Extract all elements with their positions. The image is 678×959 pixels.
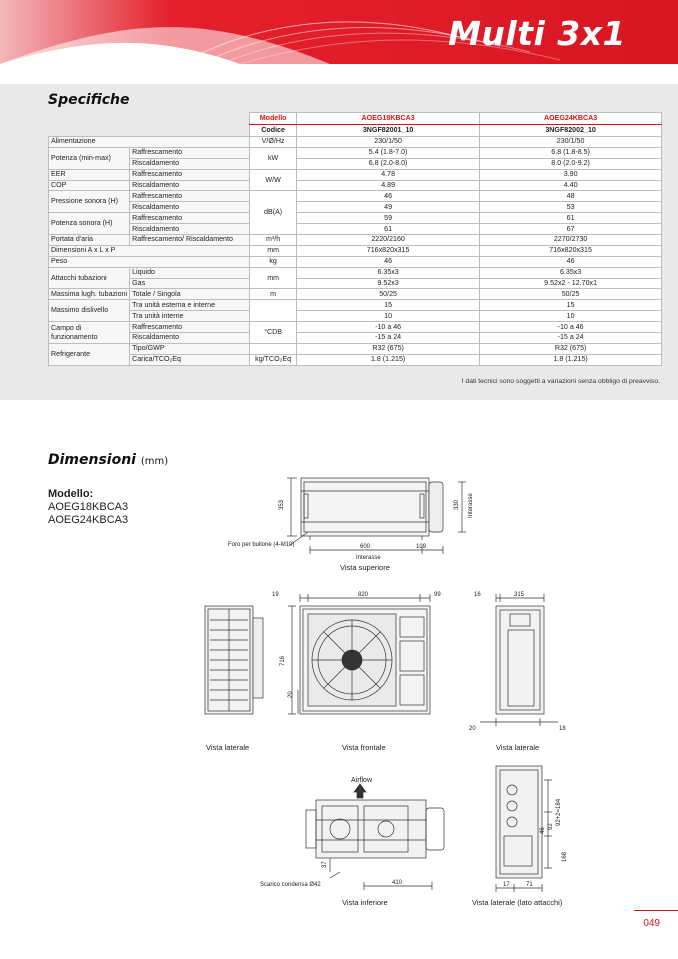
footer-accent-line bbox=[634, 910, 678, 911]
row-value-2: 46 bbox=[480, 256, 662, 267]
code-header-1: 3NGF82001_10 bbox=[297, 125, 480, 137]
dim-conn-46: 46 bbox=[540, 827, 546, 834]
row-label: Dimensioni A x L x P bbox=[49, 245, 250, 256]
code-header-2: 3NGF82002_10 bbox=[480, 125, 662, 137]
dim-top-600: 600 bbox=[360, 544, 371, 550]
row-value-2: 1.8 (1.215) bbox=[480, 354, 662, 365]
row-value-2: 10 bbox=[480, 311, 662, 322]
row-label: Massimo dislivello bbox=[49, 300, 130, 322]
row-unit: kW bbox=[250, 147, 297, 169]
row-value-1: 50/25 bbox=[297, 289, 480, 300]
row-value-1: 716x820x315 bbox=[297, 245, 480, 256]
row-sublabel: Liquido bbox=[130, 267, 250, 278]
dimensions-model-2: AOEG24KBCA3 bbox=[48, 514, 129, 526]
dim-top-interasse-vertical: Interasse bbox=[468, 493, 474, 518]
row-value-1: 46 bbox=[297, 191, 480, 202]
dimensions-title-text: Dimensioni bbox=[48, 452, 136, 468]
top-view-drawing bbox=[287, 478, 466, 554]
row-value-1: 59 bbox=[297, 213, 480, 224]
row-label: Peso bbox=[49, 256, 250, 267]
side-left-view-drawing bbox=[205, 606, 263, 714]
row-unit: °CDB bbox=[250, 322, 297, 344]
row-value-2: 2270/2730 bbox=[480, 235, 662, 246]
model-header-label: Modello bbox=[250, 113, 297, 125]
row-sublabel: Tipo/GWP bbox=[130, 343, 250, 354]
dim-side-18: 18 bbox=[559, 726, 566, 732]
dim-bottom-37: 37 bbox=[322, 861, 328, 868]
front-view-drawing bbox=[288, 594, 430, 714]
row-sublabel: Totale / Singola bbox=[130, 289, 250, 300]
row-value-1: 9.52x3 bbox=[297, 278, 480, 289]
row-value-2: 15 bbox=[480, 300, 662, 311]
dim-bottom-410: 410 bbox=[392, 880, 403, 886]
row-value-2: 67 bbox=[480, 224, 662, 235]
row-unit: m bbox=[250, 289, 297, 300]
row-value-1: 2220/2160 bbox=[297, 235, 480, 246]
row-sublabel: Raffrescamento bbox=[130, 322, 250, 333]
row-value-1: 6.35x3 bbox=[297, 267, 480, 278]
row-sublabel: Riscaldamento bbox=[130, 180, 250, 191]
side-right-view-drawing bbox=[480, 594, 558, 726]
row-label: Campo di funzionamento bbox=[49, 322, 130, 344]
row-value-1: 46 bbox=[297, 256, 480, 267]
row-unit: kg/TCO₂Eq bbox=[250, 354, 297, 365]
row-unit: m³/h bbox=[250, 235, 297, 246]
row-unit: W/W bbox=[250, 169, 297, 191]
drain-annotation: Scarico condensa Ø42 bbox=[260, 882, 321, 888]
row-value-1: 6.8 (2.0-8.0) bbox=[297, 158, 480, 169]
row-value-1: 5.4 (1.8-7.0) bbox=[297, 147, 480, 158]
row-sublabel: Riscaldamento bbox=[130, 202, 250, 213]
row-value-1: -15 a 24 bbox=[297, 333, 480, 344]
row-value-1: -10 a 46 bbox=[297, 322, 480, 333]
row-value-2: -15 a 24 bbox=[480, 333, 662, 344]
row-label: Potenza (min-max) bbox=[49, 147, 130, 169]
row-sublabel: Tra unità interne bbox=[130, 311, 250, 322]
row-label: Alimentazione bbox=[49, 137, 250, 148]
row-value-2: 61 bbox=[480, 213, 662, 224]
row-value-1: 1.8 (1.215) bbox=[297, 354, 480, 365]
row-sublabel: Tra unità esterna e interne bbox=[130, 300, 250, 311]
row-value-2: 716x820x315 bbox=[480, 245, 662, 256]
row-unit: mm bbox=[250, 245, 297, 256]
row-label: COP bbox=[49, 180, 130, 191]
row-label: Attacchi tubazioni bbox=[49, 267, 130, 289]
view-label-bottom: Vista inferiore bbox=[342, 898, 388, 907]
row-label: Pressione sonora (H) bbox=[49, 191, 130, 213]
row-value-2: 8.0 (2.0-9.2) bbox=[480, 158, 662, 169]
view-label-front: Vista frontale bbox=[342, 743, 386, 752]
row-value-2: 53 bbox=[480, 202, 662, 213]
row-value-2: 9.52x2 - 12.70x1 bbox=[480, 278, 662, 289]
model-header-2: AOEG24KBCA3 bbox=[480, 113, 662, 125]
row-value-1: 15 bbox=[297, 300, 480, 311]
dim-front-99: 99 bbox=[434, 592, 441, 598]
row-sublabel: Carica/TCO₂Eq bbox=[130, 354, 250, 365]
dim-conn-92: 92 bbox=[548, 823, 554, 830]
row-value-1: 4.89 bbox=[297, 180, 480, 191]
row-sublabel: Raffrescamento bbox=[130, 191, 250, 202]
row-label: EER bbox=[49, 169, 130, 180]
code-header-label: Codice bbox=[250, 125, 297, 137]
row-sublabel: Raffrescamento/ Riscaldamento bbox=[130, 235, 250, 246]
row-value-2: 3.90 bbox=[480, 169, 662, 180]
dim-conn-17: 17 bbox=[503, 882, 510, 888]
row-sublabel: Raffrescamento bbox=[130, 169, 250, 180]
row-unit: kg bbox=[250, 256, 297, 267]
row-sublabel: Riscaldamento bbox=[130, 333, 250, 344]
row-value-2: 6.8 (1.8-8.5) bbox=[480, 147, 662, 158]
row-unit: mm bbox=[250, 267, 297, 289]
view-label-side-left: Vista laterale bbox=[206, 743, 250, 752]
dim-conn-168: 168 bbox=[562, 851, 568, 862]
row-sublabel: Raffrescamento bbox=[130, 147, 250, 158]
row-value-1: R32 (675) bbox=[297, 343, 480, 354]
dim-top-interasse: Interasse bbox=[356, 555, 381, 561]
view-label-side-connections: Vista laterale (lato attacchi) bbox=[472, 898, 563, 907]
row-sublabel: Gas bbox=[130, 278, 250, 289]
dim-front-820: 820 bbox=[358, 592, 369, 598]
row-value-2: 230/1/50 bbox=[480, 137, 662, 148]
row-label: Massima lugh. tubazioni bbox=[49, 289, 130, 300]
dim-side-16: 16 bbox=[474, 592, 481, 598]
dimensions-unit: (mm) bbox=[140, 456, 169, 467]
view-label-side-right: Vista laterale bbox=[496, 743, 540, 752]
bottom-view-drawing bbox=[306, 784, 444, 890]
dim-top-109: 109 bbox=[416, 544, 427, 550]
page-number: 049 bbox=[643, 918, 660, 929]
row-unit: dB(A) bbox=[250, 191, 297, 235]
bolt-hole-annotation: Foro per bullone (4-M10) bbox=[228, 542, 295, 548]
dimensions-model-1: AOEG18KBCA3 bbox=[48, 501, 129, 513]
specs-disclaimer: I dati tecnici sono soggetti a variazioni senza obbligo di preavviso. bbox=[461, 378, 660, 385]
model-header-1: AOEG18KBCA3 bbox=[297, 113, 480, 125]
dim-top-353: 353 bbox=[279, 499, 285, 510]
dim-top-330: 330 bbox=[454, 499, 460, 510]
row-unit: V/Ø/Hz bbox=[250, 137, 297, 148]
row-value-2: 48 bbox=[480, 191, 662, 202]
view-label-top: Vista superiore bbox=[340, 563, 390, 572]
dim-side-315: 315 bbox=[514, 592, 525, 598]
page-title: Multi 3x1 bbox=[448, 14, 626, 53]
row-value-2: 50/25 bbox=[480, 289, 662, 300]
row-label: Potenza sonora (H) bbox=[49, 213, 130, 235]
row-sublabel: Riscaldamento bbox=[130, 158, 250, 169]
dim-front-19: 19 bbox=[272, 592, 279, 598]
row-value-2: 4.40 bbox=[480, 180, 662, 191]
dim-front-20: 20 bbox=[288, 691, 294, 698]
row-value-1: 4.78 bbox=[297, 169, 480, 180]
dimensions-model-label: Modello: bbox=[48, 488, 94, 500]
row-value-1: 49 bbox=[297, 202, 480, 213]
row-value-2: R32 (675) bbox=[480, 343, 662, 354]
dim-conn-71: 71 bbox=[526, 882, 533, 888]
airflow-label: Airflow bbox=[351, 777, 373, 784]
dim-conn-184: 92+2=184 bbox=[556, 798, 562, 826]
row-label: Refrigerante bbox=[49, 343, 130, 365]
dim-front-716: 716 bbox=[280, 655, 286, 666]
row-label: Portata d'aria bbox=[49, 235, 130, 246]
row-value-1: 230/1/50 bbox=[297, 137, 480, 148]
row-sublabel: Raffrescamento bbox=[130, 213, 250, 224]
row-value-2: 6.35x3 bbox=[480, 267, 662, 278]
row-value-2: -10 a 46 bbox=[480, 322, 662, 333]
row-value-1: 10 bbox=[297, 311, 480, 322]
row-value-1: 61 bbox=[297, 224, 480, 235]
specs-title: Specifiche bbox=[48, 92, 130, 108]
dim-side-20: 20 bbox=[469, 726, 476, 732]
row-sublabel: Riscaldamento bbox=[130, 224, 250, 235]
